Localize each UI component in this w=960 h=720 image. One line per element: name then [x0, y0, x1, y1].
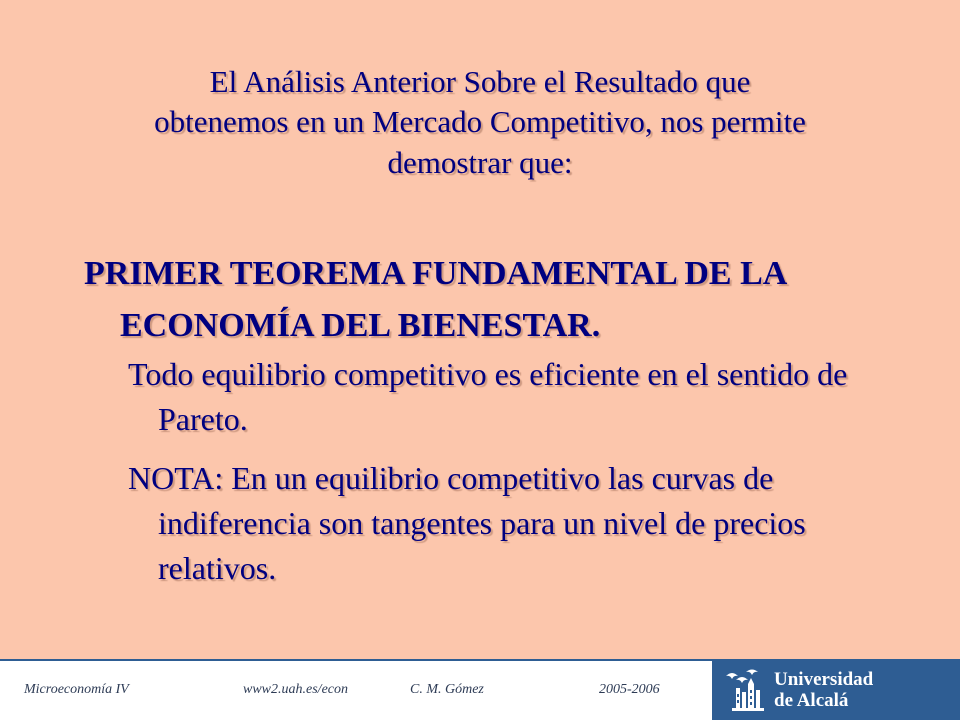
footer-divider	[0, 659, 712, 661]
footer-course: Microeconomía IV	[24, 682, 129, 697]
title-line-3: demostrar que:	[387, 144, 573, 180]
title-line-2: obtenemos en un Mercado Competitivo, nos permite	[154, 104, 806, 140]
footer-author: C. M. Gómez	[410, 682, 484, 697]
title-line-1: El Análisis Anterior Sobre el Resultado que	[209, 64, 751, 99]
university-crest-icon	[722, 666, 770, 714]
slide-title	[70, 62, 890, 183]
logo-line-1: Universidad	[774, 669, 874, 690]
theorem-heading: PRIMER TEOREMA FUNDAMENTAL DE LA ECONOMÍA DEL BIENESTAR.	[84, 255, 786, 344]
footer-website: www2.uah.es/econ	[243, 682, 348, 697]
theorem-statement: Todo equilibrio competitivo es eficiente en el sentido de Pareto.	[128, 356, 848, 437]
theorem-note: NOTA: En un equilibrio competitivo las curvas de indiferencia son tangentes para un nivel de precios relativos.	[128, 460, 806, 586]
logo-wordmark	[774, 669, 873, 711]
logo-line-2: de Alcalá	[774, 690, 849, 711]
footer-year: 2005-2006	[599, 682, 660, 697]
university-logo	[712, 659, 960, 720]
